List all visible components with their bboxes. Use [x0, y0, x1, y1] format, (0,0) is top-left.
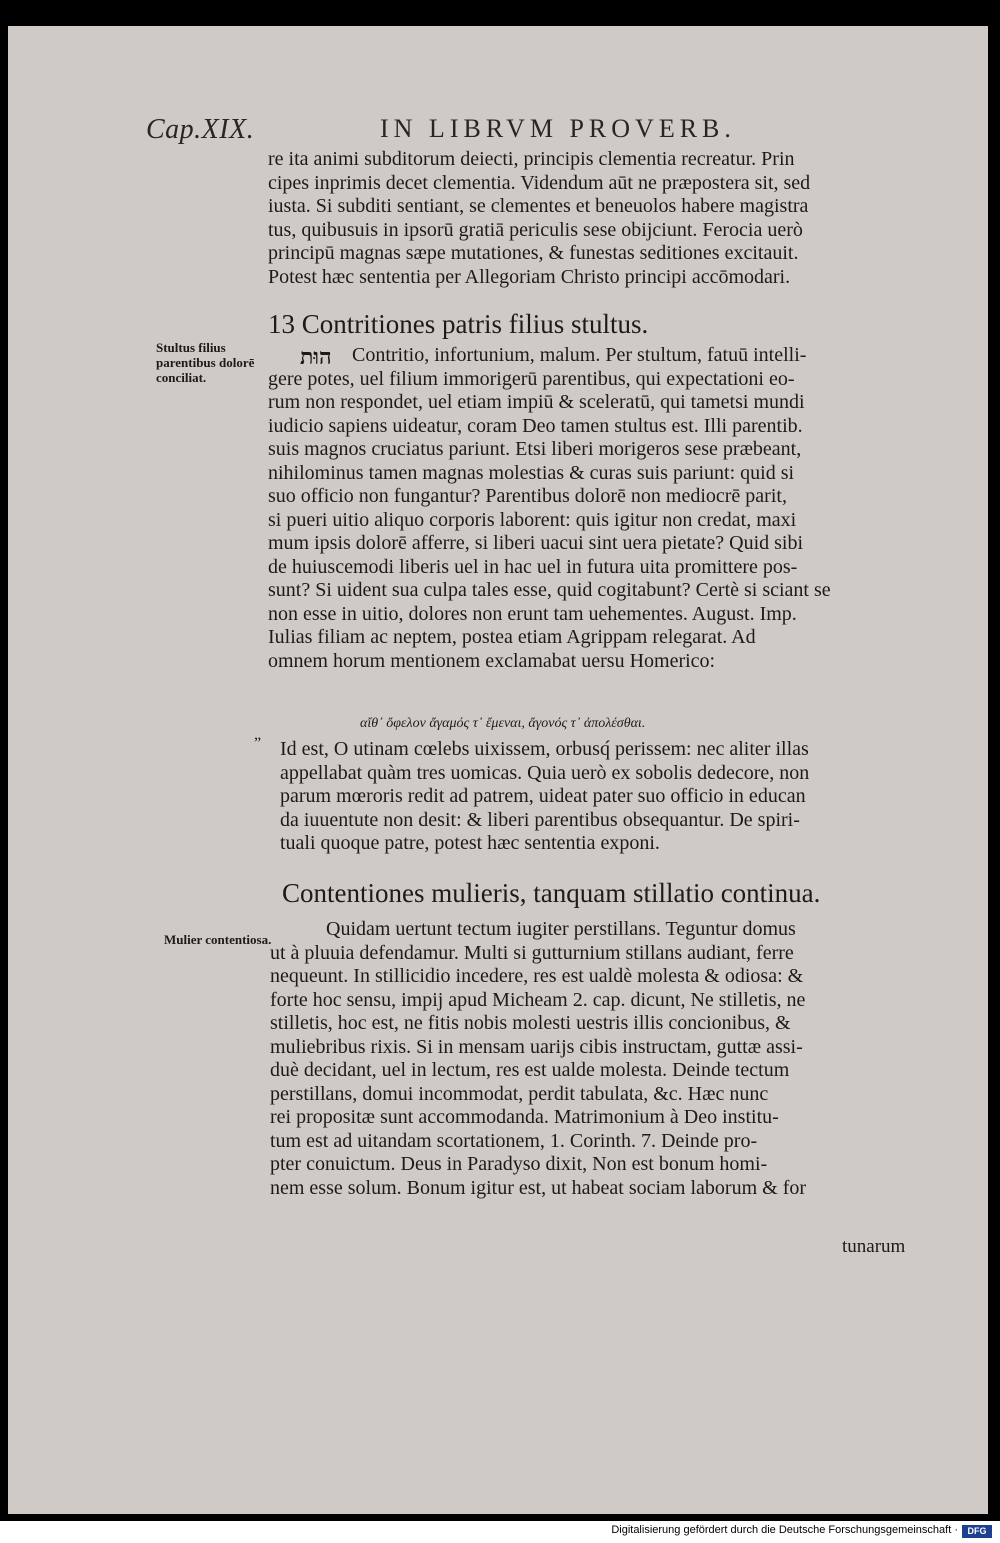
text-line: duè decidant, uel in lectum, res est ualde molesta. Deinde tectum — [270, 1059, 790, 1081]
text-line: tum est ad uitandam scortationem, 1. Corinth. 7. Deinde pro- — [270, 1129, 758, 1152]
text-block-3 — [280, 738, 930, 856]
text-line: gere potes, uel filium immorigerū parentibus, qui expectationi eo- — [268, 367, 795, 390]
text-line: suo officio non fungantur? Parentibus dolorē non mediocrē parit, — [268, 485, 787, 507]
text-line: Iulias filiam ac neptem, postea etiam Agrippam relegarat. Ad — [268, 626, 756, 648]
text-line: sunt? Si uident sua culpa tales esse, quid cogitabunt? Certè si sciant se — [268, 579, 831, 601]
text-line: nem esse solum. Bonum igitur est, ut habeat sociam laborum & for — [270, 1176, 807, 1199]
text-line: iudicio sapiens uideatur, coram Deo tamen stultus est. Illi parentib. — [268, 414, 803, 437]
text-line: iusta. Si subditi sentiant, se clementes et beneuolos habere magistra — [268, 195, 809, 217]
text-line: Potest hæc sententia per Allegoriam Christo principi accōmodari. — [268, 265, 791, 288]
text-line: non esse in uitio, dolores non erunt tam uehementes. August. Imp. — [268, 602, 797, 625]
hebrew-word: הוּת — [300, 344, 332, 369]
text-line: muliebribus rixis. Si in mensam uarijs cibis instructam, guttæ assi- — [270, 1035, 803, 1058]
text-line: si pueri uitio aliquo corporis laborent: quis igitur non credat, maxi — [268, 508, 797, 531]
text-line: appellabat quàm tres uomicas. Quia uerò ex sobolis dedecore, non — [280, 761, 810, 784]
text-line: mum ipsis dolorē afferre, si liberi uacui sint uera pietate? Quid sibi — [268, 532, 804, 554]
quote-mark: „ — [254, 726, 262, 743]
text-line: de huiuscemodi liberis uel in hac uel in futura uita promittere pos- — [268, 555, 798, 578]
text-line: pter conuictum. Deus in Paradyso dixit, Non est bonum homi- — [270, 1153, 768, 1175]
verse-heading-13: 13 Contritiones patris filius stultus. — [268, 309, 649, 339]
running-title: IN LIBRVM PROVERB. — [380, 114, 736, 143]
text-block-1 — [268, 148, 928, 289]
text-line: rei propositæ sunt accommodanda. Matrimonium à Deo institu- — [270, 1106, 779, 1128]
text-line: parum mœroris redit ad patrem, uideat pater suo officio in educan — [280, 785, 806, 807]
text-line: ut à pluuia defendamur. Multi si gutturnium stillans audiant, ferre — [270, 941, 794, 964]
text-line: stilletis, hoc est, ne fitis nobis molesti uestris illis concionibus, & — [270, 1012, 791, 1034]
text-line: Contritio, infortunium, malum. Per stultum, fatuū intelli- — [352, 344, 807, 366]
page-header — [0, 114, 1000, 148]
funding-credit: Digitalisierung gefördert durch die Deutsche Forschungsgemeinschaft · — [611, 1524, 958, 1536]
margin-note-stultus: Stultus filius parentibus dolorē conciliat. — [156, 340, 255, 385]
text-line: da iuuentute non desit: & liberi parentibus obsequantur. De spiri- — [280, 808, 800, 831]
greek-quotation: αἴθ᾽ ὄφελον ἄγαμός τ᾽ ἔμεναι, ἄγονός τ᾽ ἀπολέσθαι. — [360, 716, 646, 731]
text-line: tus, quibusuis in ipsorū gratiā periculis sese obijciunt. Ferocia uerò — [268, 218, 803, 241]
text-line: Id est, O utinam cœlebs uixissem, orbusq́ perissem: nec aliter illas — [280, 738, 809, 760]
chapter-label: Cap.XIX. — [146, 114, 255, 145]
text-line: omnem horum mentionem exclamabat uersu Homerico: — [268, 649, 716, 672]
text-line: tuali quoque patre, potest hæc sententia exponi. — [280, 832, 660, 854]
footer-bar — [0, 1521, 1000, 1543]
text-line: Quidam uertunt tectum iugiter perstillans. Teguntur domus — [326, 918, 796, 940]
dfg-logo-icon: DFG — [962, 1525, 992, 1538]
section-heading-contentiones: Contentiones mulieris, tanquam stillatio continua. — [282, 878, 821, 908]
catchword: tunarum — [842, 1236, 906, 1257]
text-line: nequeunt. In stillicidio incedere, res est ualdè molesta & odiosa: & — [270, 965, 804, 987]
text-line: principū magnas sæpe mutationes, & funestas seditiones excitauit. — [268, 242, 799, 264]
text-line: re ita animi subditorum deiecti, principis clementia recreatur. Prin — [268, 148, 795, 170]
text-line: rum non respondet, uel etiam impiū & sceleratū, qui tametsi mundi — [268, 391, 805, 413]
text-block-2 — [268, 344, 928, 673]
text-line: nihilominus tamen magnas molestias & curas suis pariunt: quid si — [268, 461, 795, 484]
text-block-4 — [270, 918, 930, 1200]
text-line: forte hoc sensu, impij apud Micheam 2. cap. dicunt, Ne stilletis, ne — [270, 988, 806, 1011]
text-line: cipes inprimis decet clementia. Videndum aūt ne præpostera sit, sed — [268, 171, 811, 194]
text-line: perstillans, domui incommodat, perdit tabulata, &c. Hæc nunc — [270, 1082, 769, 1105]
margin-note-mulier: Mulier contentiosa. — [164, 932, 272, 947]
text-line: suis magnos cruciatus pariunt. Etsi liberi morigeros sese præbeant, — [268, 438, 802, 460]
